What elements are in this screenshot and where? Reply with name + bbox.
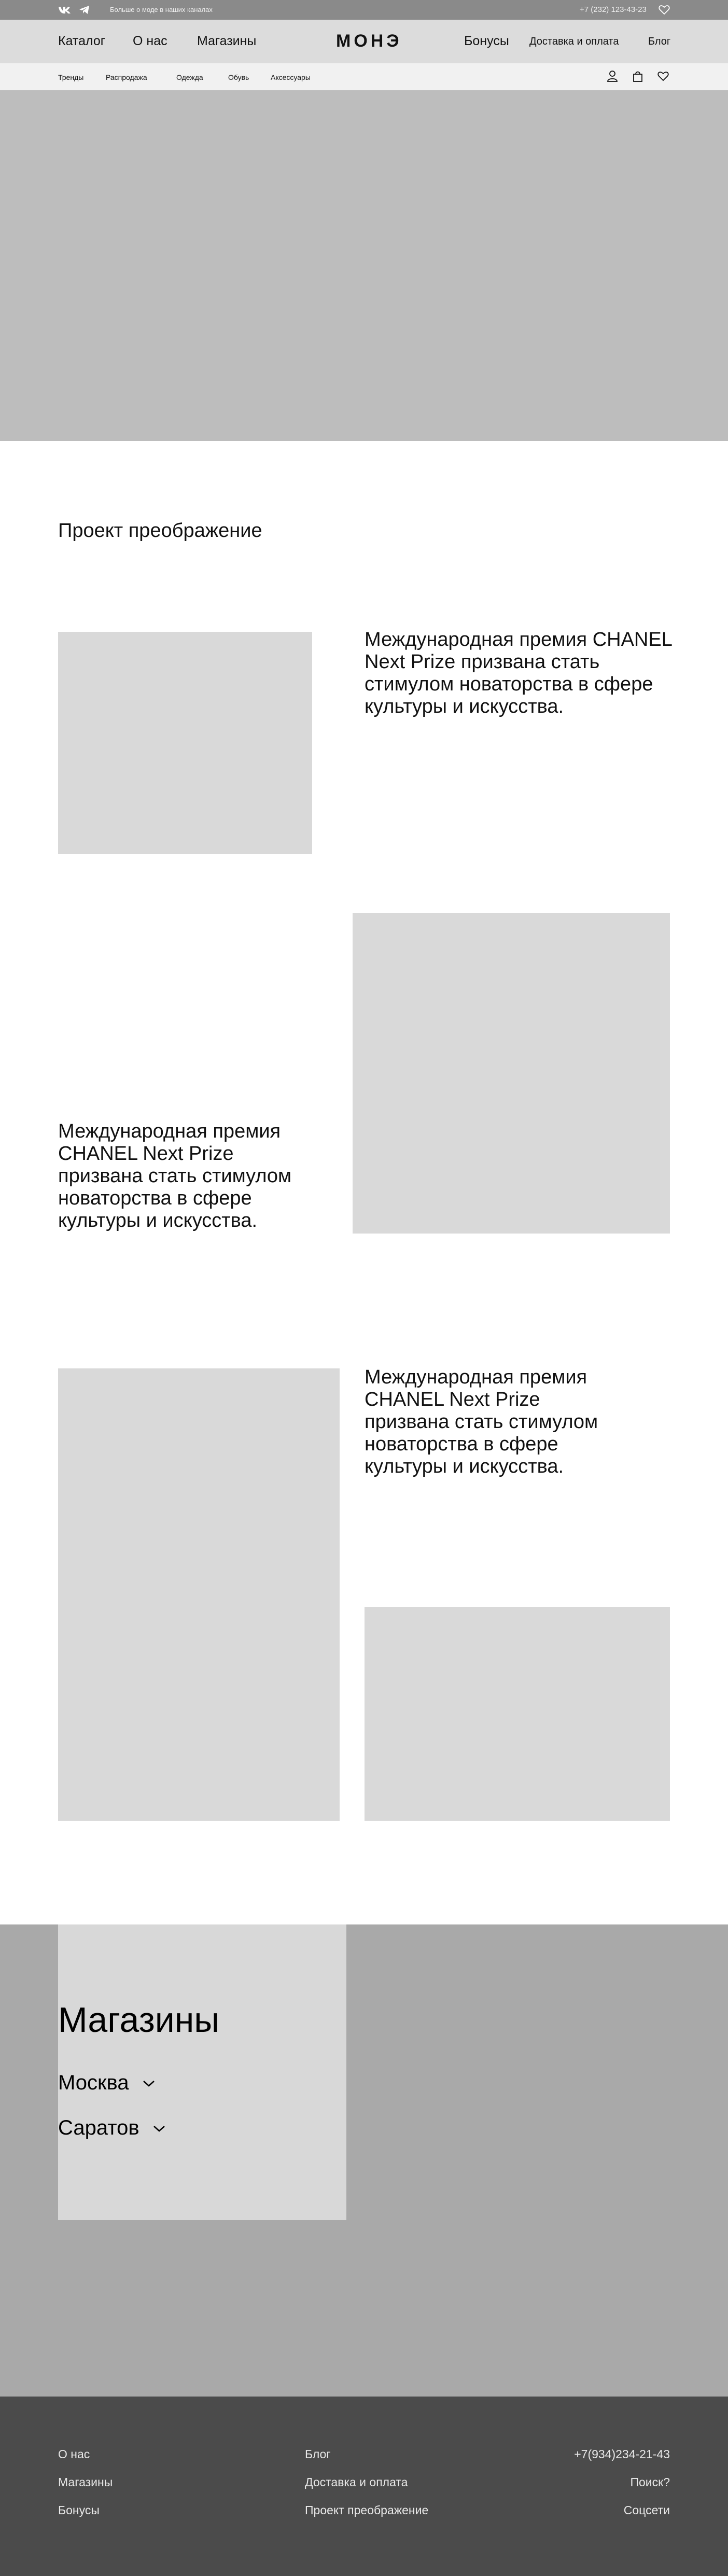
- nav-catalog[interactable]: Каталог: [58, 34, 105, 48]
- social-promo-text[interactable]: Больше о моде в наших каналах: [110, 6, 213, 13]
- project-image-3: [58, 1368, 340, 1821]
- footer-socials[interactable]: Соцсети: [623, 2503, 670, 2517]
- subnav-accessories[interactable]: Аксессуары: [271, 73, 311, 81]
- top-bar: [0, 0, 728, 20]
- nav-bonuses[interactable]: Бонусы: [464, 34, 509, 48]
- subnav-sale[interactable]: Распродажа: [106, 73, 147, 81]
- subnav-clothes[interactable]: Одежда: [176, 73, 203, 81]
- footer-project[interactable]: Проект преображение: [305, 2503, 429, 2517]
- footer-delivery[interactable]: Доставка и оплата: [305, 2475, 408, 2489]
- phone-number[interactable]: +7 (232) 123-43-23: [580, 5, 647, 14]
- subnav-shoes[interactable]: Обувь: [228, 73, 249, 81]
- project-image-2: [353, 913, 670, 1234]
- vk-icon[interactable]: [58, 5, 72, 15]
- project-text-1: Международная премия CHANEL Next Prize призвана стать стимулом новаторства в сфере культуры и искусства.: [365, 629, 672, 717]
- footer-phone[interactable]: +7(934)234-21-43: [574, 2447, 670, 2461]
- project-section-title: Проект преображение: [58, 520, 262, 542]
- nav-stores[interactable]: Магазины: [197, 34, 257, 48]
- shopping-bag-icon[interactable]: [633, 70, 643, 82]
- chevron-down-icon: [152, 2125, 166, 2133]
- project-image-1: [58, 632, 312, 854]
- favorites-heart-icon[interactable]: [657, 71, 669, 81]
- logo[interactable]: МОНЭ: [336, 31, 402, 51]
- city-saratov[interactable]: [58, 2116, 166, 2140]
- footer-about[interactable]: О нас: [58, 2447, 90, 2461]
- subnav-trends[interactable]: Тренды: [58, 73, 84, 81]
- hero-image-placeholder: [0, 90, 728, 441]
- main-header: [0, 20, 728, 63]
- city-moscow[interactable]: [58, 2071, 156, 2095]
- project-image-4: [365, 1607, 670, 1821]
- footer: [0, 2397, 728, 2576]
- sub-navigation: [0, 63, 728, 91]
- heart-icon[interactable]: [659, 5, 670, 15]
- telegram-icon[interactable]: [79, 5, 90, 15]
- user-icon[interactable]: [607, 70, 618, 82]
- footer-bonuses[interactable]: Бонусы: [58, 2503, 100, 2517]
- city-saratov-label: Саратов: [58, 2116, 139, 2139]
- footer-stores[interactable]: Магазины: [58, 2475, 113, 2489]
- footer-search[interactable]: Поиск?: [630, 2475, 670, 2489]
- footer-blog[interactable]: Блог: [305, 2447, 331, 2461]
- nav-blog[interactable]: Блог: [648, 36, 671, 47]
- chevron-down-icon: [142, 2080, 156, 2088]
- project-text-3: Международная премия CHANEL Next Prize призвана стать стимулом новаторства в сфере культуры и искусства.: [365, 1366, 598, 1477]
- nav-delivery[interactable]: Доставка и оплата: [529, 36, 619, 47]
- nav-about[interactable]: О нас: [133, 34, 167, 48]
- project-text-2: Международная премия CHANEL Next Prize призвана стать стимулом новаторства в сфере культуры и искусства.: [58, 1120, 292, 1231]
- stores-title: Магазины: [58, 2000, 220, 2040]
- city-moscow-label: Москва: [58, 2071, 129, 2094]
